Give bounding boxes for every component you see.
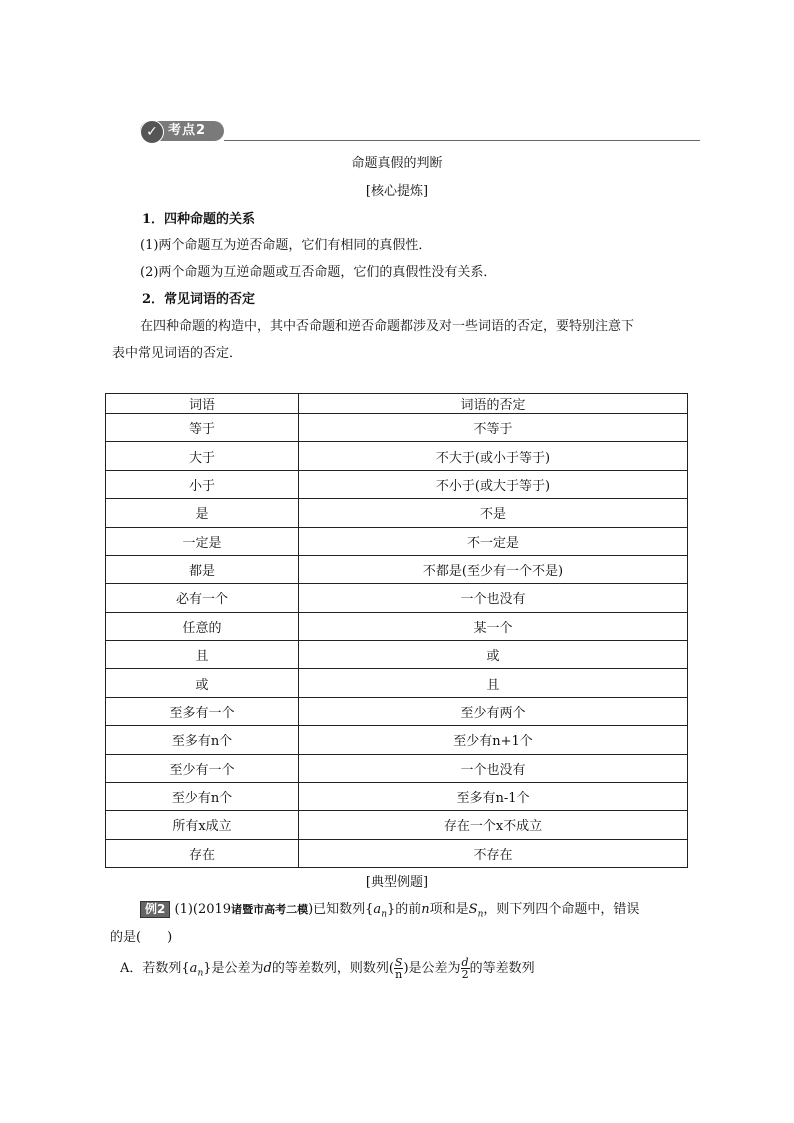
option-a-var-d: d [263,961,272,976]
table-row [106,726,688,754]
option-a-t2: }是公差为 [203,961,264,976]
table-cell-negation: 或 [299,641,688,669]
table-cell-word: 所有x成立 [106,811,299,839]
section-rule [224,140,700,141]
table-cell-word: 是 [106,499,299,527]
table-cell-negation: 不等于 [299,414,688,442]
var-s-sub: n [477,909,484,920]
option-a-t4: )是公差为 [403,961,461,976]
table-row [106,811,688,839]
table-row [106,442,688,470]
option-a-t1: A．若数列{ [120,961,190,976]
table-cell-negation: 一个也没有 [299,584,688,612]
fraction-s-numerator: S [394,956,403,969]
var-n-sub: n [381,909,387,920]
option-a-var-a: a [189,961,198,976]
negation-table [105,393,688,868]
table-row [106,669,688,697]
table-cell-word: 等于 [106,414,299,442]
table-cell-word: 必有一个 [106,584,299,612]
point1-item1: (1)两个命题互为逆否命题，它们有相同的真假性． [140,238,432,253]
example-text-c: 项和是 [429,902,469,917]
table-row [106,839,688,867]
table-row [106,414,688,442]
fraction-d-denominator: 2 [461,968,469,981]
fraction-d-over-2 [461,957,470,980]
example-line2: 的是( ) [110,930,173,945]
table-cell-negation: 至少有两个 [299,697,688,725]
table-cell-negation: 不是 [299,499,688,527]
table-header-word: 词语 [106,394,299,414]
table-row [106,782,688,810]
section-badge-label: 考点2 [168,123,207,138]
table-cell-word: 至少有n个 [106,782,299,810]
example-heading: [典型例题] [365,875,429,890]
table-row [106,641,688,669]
table-row [106,697,688,725]
table-cell-negation: 不大于(或小于等于) [299,442,688,470]
table-cell-negation: 且 [299,669,688,697]
table-row [106,754,688,782]
table-cell-word: 至多有n个 [106,726,299,754]
check-icon: ✓ [140,120,164,144]
table-cell-word: 且 [106,641,299,669]
option-a-var-n: n [197,968,204,979]
var-s: S [468,902,478,917]
table-cell-word: 都是 [106,555,299,583]
table-cell-negation: 某一个 [299,612,688,640]
table-header-negation: 词语的否定 [299,394,688,414]
var-n: n [421,902,430,917]
table-row [106,612,688,640]
section-title: 命题真假的判断 [351,156,443,171]
var-a: a [373,902,382,917]
table-cell-negation: 不小于(或大于等于) [299,470,688,498]
example-source: 诸暨市高考二模 [231,903,309,916]
table-cell-negation: 不都是(至少有一个不是) [299,555,688,583]
table-row [106,555,688,583]
table-cell-negation: 不一定是 [299,527,688,555]
point1-heading: 1．四种命题的关系 [142,212,256,227]
table-cell-negation: 存在一个x不成立 [299,811,688,839]
point2-para-line2: 表中常见词语的否定． [112,346,243,361]
table-cell-negation: 至多有n-1个 [299,782,688,810]
fraction-d-numerator: d [461,956,469,969]
table-cell-negation: 不存在 [299,839,688,867]
table-cell-word: 任意的 [106,612,299,640]
section-badge-bar [140,120,700,142]
fraction-s-denominator: n [395,968,403,981]
example-text-a: )已知数列{ [308,902,374,917]
table-header-row [106,394,688,414]
example-prefix: (1)(2019 [174,902,232,917]
table-cell-word: 小于 [106,470,299,498]
table-row [106,584,688,612]
example-text-d: ，则下列四个命题中，错误 [483,902,640,917]
core-heading: [核心提炼] [365,184,429,199]
table-cell-word: 至多有一个 [106,697,299,725]
option-a-t3: 的等差数列，则数列( [271,961,394,976]
table-cell-word: 一定是 [106,527,299,555]
point2-heading: 2．常见词语的否定 [142,292,256,307]
table-row [106,527,688,555]
table-body [106,414,688,868]
table-cell-word: 或 [106,669,299,697]
example-badge: 例2 [140,901,170,918]
table-cell-negation: 至少有n+1个 [299,726,688,754]
table-cell-word: 大于 [106,442,299,470]
point2-para-line1: 在四种命题的构造中，其中否命题和逆否命题都涉及对一些词语的否定，要特别注意下 [140,319,635,334]
table-cell-word: 存在 [106,839,299,867]
option-a [120,957,535,980]
table-cell-negation: 一个也没有 [299,754,688,782]
example-text-b: }的前 [386,902,422,917]
table-cell-word: 至少有一个 [106,754,299,782]
example-line1 [140,898,639,920]
table-row [106,499,688,527]
option-a-t5: 的等差数列 [469,961,535,976]
table-row [106,470,688,498]
point1-item2: (2)两个命题为互逆命题或互否命题，它们的真假性没有关系． [140,265,497,280]
section-badge [140,121,224,141]
